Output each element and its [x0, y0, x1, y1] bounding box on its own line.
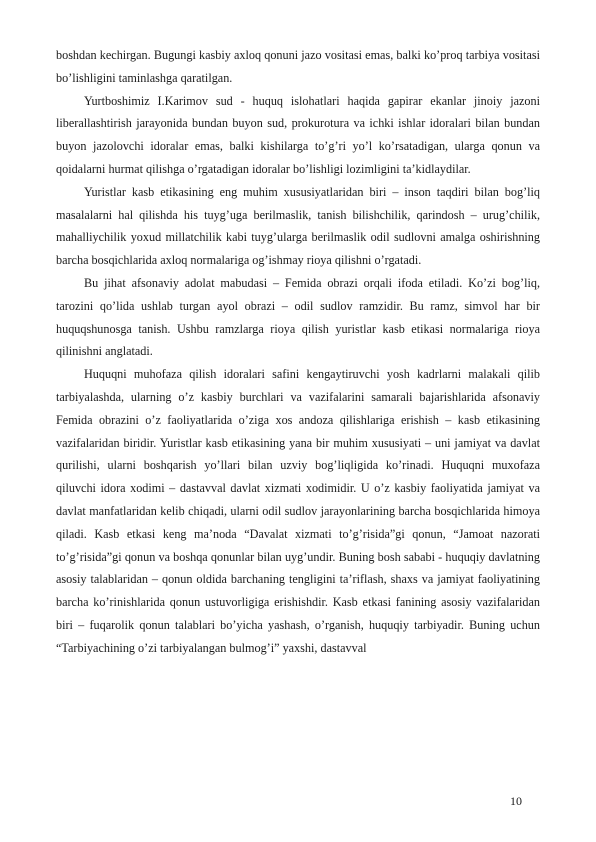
paragraph-1: boshdan kechirgan. Bugungi kasbiy axloq qonuni jazo vositasi emas, balki ko’proq tarbiya vositasi bo’lishligini taminlashga qaratilgan. [56, 48, 540, 85]
paragraph-5: Huquqni muhofaza qilish idoralari safini kengaytiruvchi yosh kadrlarni malakali qilib tarbiyalashda, ularning o’z kasbiy burchlari va vazifalarini samarali bajarishlarida afsonaviy Femida obrazini o’z faoliyatlarida o’ziga xos andoza qilishlariga erishish – kasb etikasining vazifalaridan biridir. Yuristlar kasb etikasining yana bir muhim xususiyati – uni jamiyat va davlat qurilishi, ularni boshqarish yo’llari bilan uzviy bog’liqligida ko’rinadi. Huquqni muxofaza qiluvchi idora xodimi – dastavval davlat xizmati xodimidir. U o’z kasbiy faoliyatida jamiyat va davlat manfatlaridan kelib chiqadi, ularni odil sudlov jarayonlarining barcha bosqichlarida himoya qiladi. Kasb etkasi keng ma’noda “Davalat xizmati to’g’risida”gi qonun, “Jamoat nazorati to’g’risida”gi qonun va boshqa qonunlar bilan uyg’undir. Buning bosh sababi - huquqiy davlatning asosiy talablaridan – qonun oldida barchaning tengligini ta’riflash, shaxs va jamiyat faoliyatining barcha ko’rinishlarida qonun ustuvorligiga erishishdir. Kasb etkasi fanining asosiy vazifalaridan biri – fuqarolik qonun talablari bo’yicha yashash, o’rganish, huquqiy tarbiyadir. Buning uchun “Tarbiyachining o’zi tarbiyalangan bulmog’i” yaxshi, dastavval [56, 367, 540, 655]
paragraph-4: Bu jihat afsonaviy adolat mabudasi – Femida obrazi orqali ifoda etiladi. Ko’zi bog’liq, tarozini qo’lida ushlab turgan ayol obrazi – odil sudlov ramzidir. Bu ramz, simvol har bir huquqshunosga tanish. Ushbu ramzlarga rioya qilish yuristlar kasb etikasi normalariga rioya qilinishni anglatadi. [56, 275, 540, 359]
paragraph-2: Yurtboshimiz I.Karimov sud - huquq islohatlari haqida gapirar ekanlar jinoiy jazoni liberallashtirish jarayonida bundan buyon sud, prokurotura va ichki ishlar idoralari bilan bundan buyon jazolovchi idoralar emas, balki kishilarga to’g’ri yo’l ko’rsatadigan, ularga qonun va qoidalarni hurmat qilishga o’rgatadigan idoralar bo’lishligi lozimligini ta’kidlaydilar. [56, 93, 540, 176]
page-number: 10 [510, 794, 522, 808]
paragraph-3: Yuristlar kasb etikasining eng muhim xususiyatlaridan biri – inson taqdiri bilan bog’liq masalalarni hal qilishda his tuyg’uga berilmaslik, tanish bilishchilik, qarindosh – urug’chilik, mahalliychilik yoxud millatchilik kabi tuyg’ularga berilmaslik odil sudlovni amalga oshirishning barcha bosqichlarida axloq normalariga og’ishmay rioya qilishni o’rgatadi. [56, 184, 540, 268]
document-body [56, 44, 540, 660]
